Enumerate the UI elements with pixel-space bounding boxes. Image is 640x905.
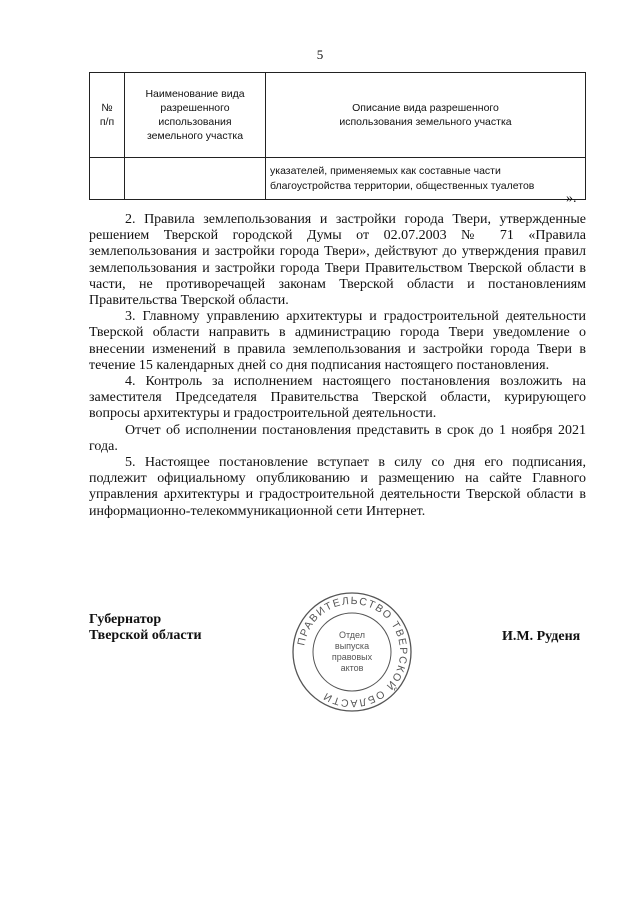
stamp-center-line: выпуска xyxy=(334,641,370,651)
header-use-name-line: земельного участка xyxy=(146,130,244,142)
header-use-description xyxy=(266,73,586,158)
paragraph-5: 5. Настоящее постановление вступает в силу со дня его подписания, подлежит официальному опубликованию и размещению на сайте Главного управления архитектуры и градостроительной деятельности Тверской области в информационно-телекоммуникационной сети Интернет. xyxy=(89,455,586,519)
header-description-line: использования земельного участка xyxy=(339,116,512,128)
table-header-row xyxy=(90,73,586,158)
cell-description-line: благоустройства территории, общественных туалетов xyxy=(270,180,535,192)
header-number-line: п/п xyxy=(99,116,115,128)
header-use-name xyxy=(125,73,266,158)
header-use-name-line: Наименование вида xyxy=(145,88,245,100)
signatory-position-line: Губернатор xyxy=(89,612,162,627)
paragraph-3: 3. Главному управлению архитектуры и градостроительной деятельности Тверской области направить в администрацию города Твери уведомление о внесении изменений в правила землепользования и застройки города Твери в течение 15 календарных дней со дня подписания настоящего постановления. xyxy=(89,309,586,373)
cell-description-line: указателей, применяемых как составные части xyxy=(270,165,501,177)
document-body xyxy=(89,212,586,520)
cell-use-name xyxy=(125,158,266,200)
header-number-line: № xyxy=(101,102,113,114)
paragraph-report: Отчет об исполнении постановления представить в срок до 1 ноября 2021 года. xyxy=(89,422,586,454)
stamp-center-line: Отдел xyxy=(338,630,366,640)
header-number xyxy=(90,73,125,158)
land-use-table xyxy=(89,72,586,200)
official-stamp xyxy=(290,590,414,714)
paragraph-4: 4. Контроль за исполнением настоящего постановления возложить на заместителя Председателя Правительства Тверской области, курирующего вопросы архитектуры и градостроительной деятельности. xyxy=(89,374,586,422)
paragraph-2: 2. Правила землепользования и застройки города Твери, утвержденные решением Тверской городской Думы от 02.07.2003 № 71 «Правила землепользования и застройки города Твери», действуют до утверждения правил землепользования и застройки города Твери Правительством Тверской области в части, не противоречащей законам Тверской области и постановлениям Правительства Тверской области. xyxy=(89,212,586,309)
page-number: 5 xyxy=(316,47,324,62)
table-row xyxy=(90,158,586,200)
stamp-ring-text: ПРАВИТЕЛЬСТВО ТВЕРСКОЙ ОБЛАСТИ xyxy=(295,594,410,710)
closing-quote: ». xyxy=(566,191,577,206)
cell-number xyxy=(90,158,125,200)
signatory-position-line: Тверской области xyxy=(89,628,202,643)
signatory-name: И.М. Руденя xyxy=(502,629,581,644)
header-use-name-line: использования xyxy=(158,116,232,128)
cell-description xyxy=(266,158,586,200)
header-use-name-line: разрешенного xyxy=(160,102,230,114)
signatory-position xyxy=(89,612,202,644)
stamp-center-line: актов xyxy=(340,663,364,673)
stamp-center-line: правовых xyxy=(331,652,373,662)
header-description-line: Описание вида разрешенного xyxy=(352,102,499,114)
